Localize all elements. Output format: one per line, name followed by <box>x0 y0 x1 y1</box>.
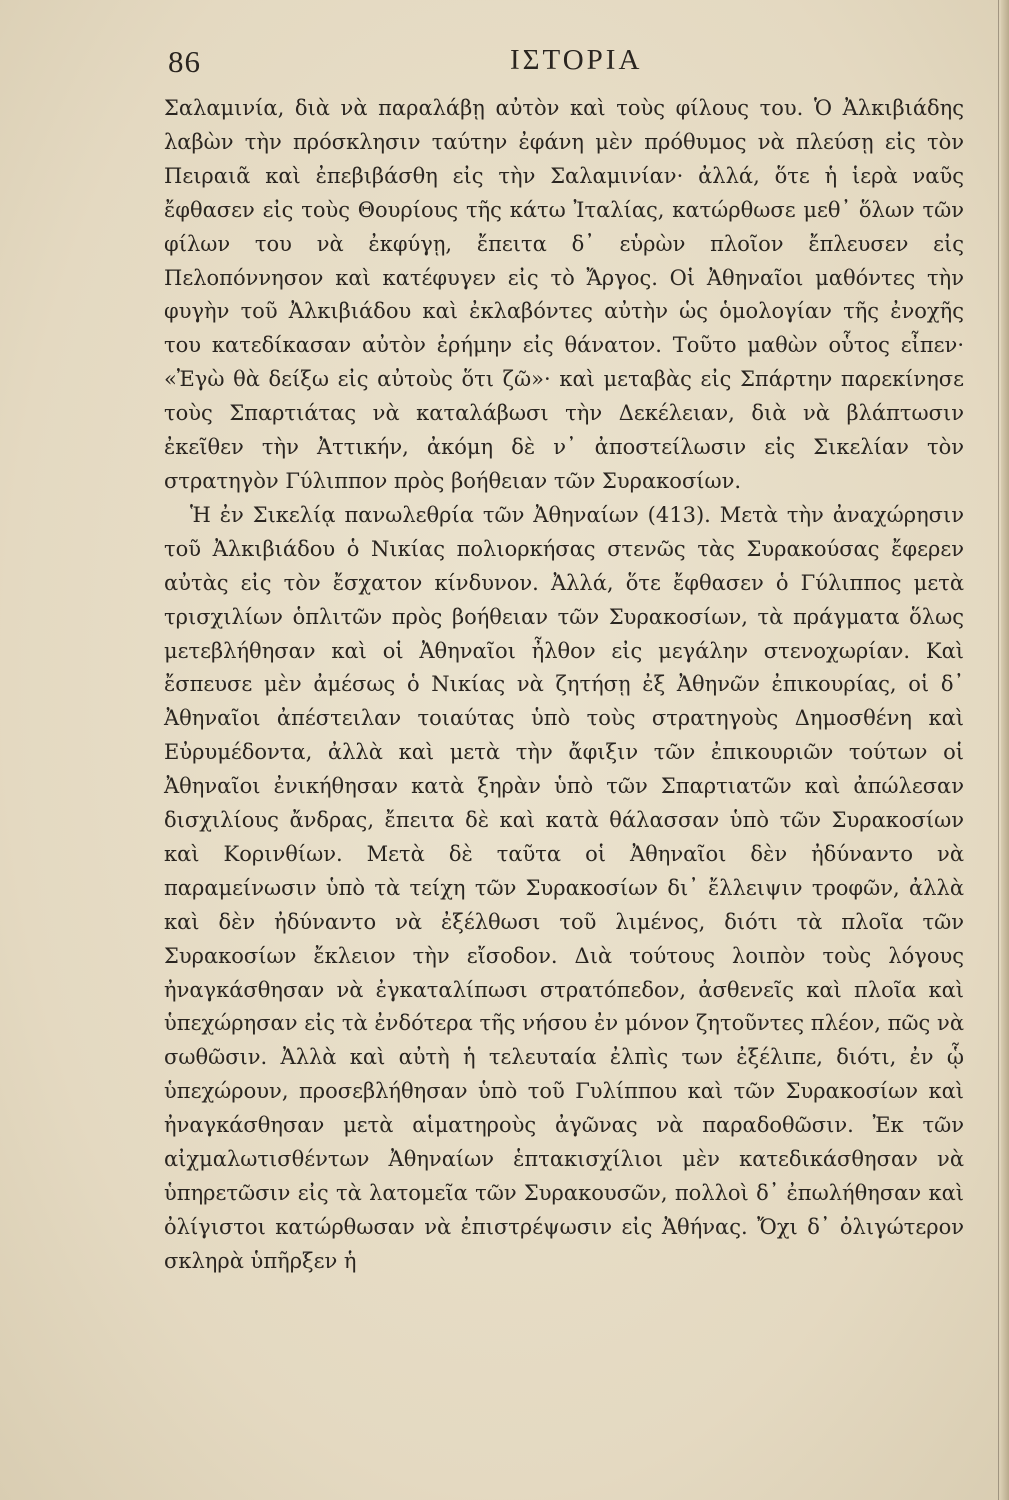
page-header <box>0 44 1009 88</box>
page-number: 86 <box>168 44 201 79</box>
page-edge-shadow <box>1001 0 1009 1500</box>
running-title: ΙΣΤΟΡΙΑ <box>510 44 643 76</box>
paragraph-sicilian-disaster: Ἡ ἐν Σικελίᾳ πανωλεθρία τῶν Ἀθηναίων (413). Μετὰ τὴν ἀναχώρησιν τοῦ Ἀλκιβιάδου ὁ Νικίας πολιορκήσας στενῶς τὰς Συρακούσας ἔφερεν αὐτὰς εἰς τὸν ἔσχατον κίνδυνον. Ἀλλά, ὅτε ἔφθασεν ὁ Γύλιππος μετὰ τρισχιλίων ὁπλιτῶν πρὸς βοήθειαν τῶν Συρακοσίων, τὰ πράγματα ὅλως μετεβλήθησαν καὶ οἱ Ἀθηναῖοι ἦλθον εἰς μεγάλην στενοχωρίαν. Καὶ ἔσπευσε μὲν ἀμέσως ὁ Νικίας νὰ ζητήσῃ ἐξ Ἀθηνῶν ἐπικουρίας, οἱ δ᾽ Ἀθηναῖοι ἀπέστειλαν τοιαύτας ὑπὸ τοὺς στρατηγοὺς Δημοσθένη καὶ Εὐρυμέδοντα, ἀλλὰ καὶ μετὰ τὴν ἄφιξιν τῶν ἐπικουριῶν τούτων οἱ Ἀθηναῖοι ἐνικήθησαν κατὰ ξηρὰν ὑπὸ τῶν Σπαρτιατῶν καὶ ἀπώλεσαν δισχιλίους ἄνδρας, ἔπειτα δὲ καὶ κατὰ θάλασσαν ὑπὸ τῶν Συρακοσίων καὶ Κορινθίων. Μετὰ δὲ ταῦτα οἱ Ἀθηναῖοι δὲν ἠδύναντο νὰ παραμείνωσιν ὑπὸ τὰ τείχη τῶν Συρακοσίων δι᾽ ἔλλειψιν τροφῶν, ἀλλὰ καὶ δὲν ἠδύναντο νὰ ἐξέλθωσι τοῦ λιμένος, διότι τὰ πλοῖα τῶν Συρακοσίων ἔκλειον τὴν εἴσοδον. Διὰ τούτους λοιπὸν τοὺς λόγους ἠναγκάσθησαν νὰ ἐγκαταλίπωσι στρατόπεδον, ἀσθενεῖς καὶ πλοῖα καὶ ὑπεχώρησαν εἰς τὰ ἐνδότερα τῆς νήσου ἐν μόνον ζητοῦντες πλέον, πῶς νὰ σωθῶσιν. Ἀλλὰ καὶ αὐτὴ ἡ τελευταία ἐλπὶς των ἐξέλιπε, διότι, ἐν ᾧ ὑπεχώρουν, προσεβλήθησαν ὑπὸ τοῦ Γυλίππου καὶ τῶν Συρακοσίων καὶ ἠναγκάσθησαν μετὰ αἱματηροὺς ἀγῶνας νὰ παραδοθῶσιν. Ἐκ τῶν αἰχμαλωτισθέντων Ἀθηναίων ἑπτακισχίλιοι μὲν κατεδικάσθησαν νὰ ὑπηρετῶσιν εἰς τὰ λατομεῖα τῶν Συρακουσῶν, πολλοὶ δ᾽ ἐπωλήθησαν καὶ ὀλίγιστοι κατώρθωσαν νὰ ἐπιστρέψωσιν εἰς Ἀθήνας. Ὄχι δ᾽ ὀλιγώτερον σκληρὰ ὑπῆρξεν ἡ <box>164 502 964 1273</box>
paragraph-alcibiades-flight: Σαλαμινία, διὰ νὰ παραλάβῃ αὐτὸν καὶ τοὺς φίλους του. Ὁ Ἀλκιβιάδης λαβὼν τὴν πρόσκλησιν ταύτην ἐφάνη μὲν πρόθυμος νὰ πλεύσῃ εἰς τὸν Πειραιᾶ καὶ ἐπεβιβάσθη εἰς τὴν Σαλαμινίαν· ἀλλά, ὅτε ἡ ἱερὰ ναῦς ἔφθασεν εἰς τοὺς Θουρίους τῆς κάτω Ἰταλίας, κατώρθωσε μεθ᾽ ὅλων τῶν φίλων του νὰ ἐκφύγῃ, ἔπειτα δ᾽ εὑρὼν πλοῖον ἔπλευσεν εἰς Πελοπόννησον καὶ κατέφυγεν εἰς τὸ Ἄργος. Οἱ Ἀθηναῖοι μαθόντες τὴν φυγὴν τοῦ Ἀλκιβιάδου καὶ ἐκλαβόντες αὐτὴν ὡς ὁμολογίαν τῆς ἐνοχῆς του κατεδίκασαν αὐτὸν ἐρήμην εἰς θάνατον. Τοῦτο μαθὼν οὗτος εἶπεν· «Ἐγὼ θὰ δείξω εἰς αὐτοὺς ὅτι ζῶ»· καὶ μεταβὰς εἰς Σπάρτην παρεκίνησε τοὺς Σπαρτιάτας νὰ καταλάβωσι τὴν Δεκέλειαν, διὰ νὰ βλάπτωσιν ἐκεῖθεν τὴν Ἀττικήν, ἀκόμη δὲ ν᾽ ἀποστείλωσιν εἰς Σικελίαν τὸν στρατηγὸν Γύλιππον πρὸς βοήθειαν τῶν Συρακοσίων. <box>164 96 964 493</box>
page-edge-rule <box>998 0 999 1500</box>
body-text <box>164 92 964 1279</box>
